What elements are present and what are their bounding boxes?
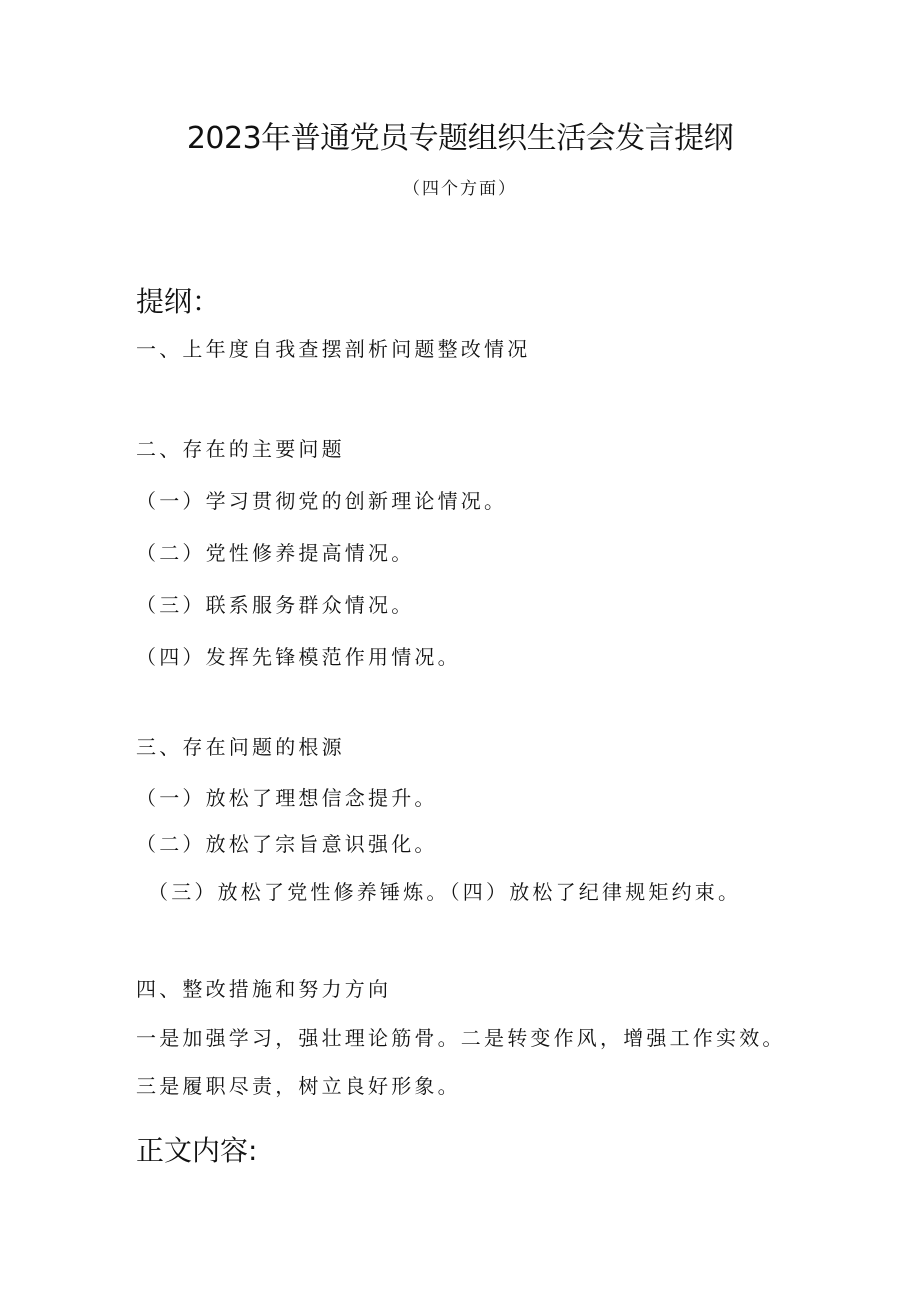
section-4-item-2: 三是履职尽责，树立良好形象。 (136, 1074, 461, 1098)
section-heading-4: 四、整改措施和努力方向 (136, 977, 392, 1001)
section-2-item-4: （四）发挥先锋模范作用情况。 (136, 645, 461, 669)
section-3-item-2: （二）放松了宗旨意识强化。 (136, 832, 438, 856)
document-title: 2023年普通党员专题组织生活会发言提纲 (186, 121, 734, 156)
section-2-item-3: （三）联系服务群众情况。 (136, 593, 415, 617)
document-subtitle: （四个方面） (403, 179, 517, 199)
section-heading-2: 二、存在的主要问题 (136, 437, 345, 461)
section-3-item-3: （三）放松了党性修养锤炼。（四）放松了纪律规矩约束。 (148, 880, 742, 904)
section-heading-1: 一、上年度自我查摆剖析问题整改情况 (136, 337, 531, 361)
section-heading-3: 三、存在问题的根源 (136, 735, 345, 759)
outline-heading: 提纲： (136, 285, 221, 318)
section-2-item-1: （一）学习贯彻党的创新理论情况。 (136, 489, 508, 513)
section-4-item-1: 一是加强学习，强壮理论筋骨。二是转变作风，增强工作实效。 (136, 1026, 786, 1050)
body-heading: 正文内容: (136, 1134, 258, 1167)
section-3-item-1: （一）放松了理想信念提升。 (136, 786, 438, 810)
section-2-item-2: （二）党性修养提高情况。 (136, 541, 415, 565)
